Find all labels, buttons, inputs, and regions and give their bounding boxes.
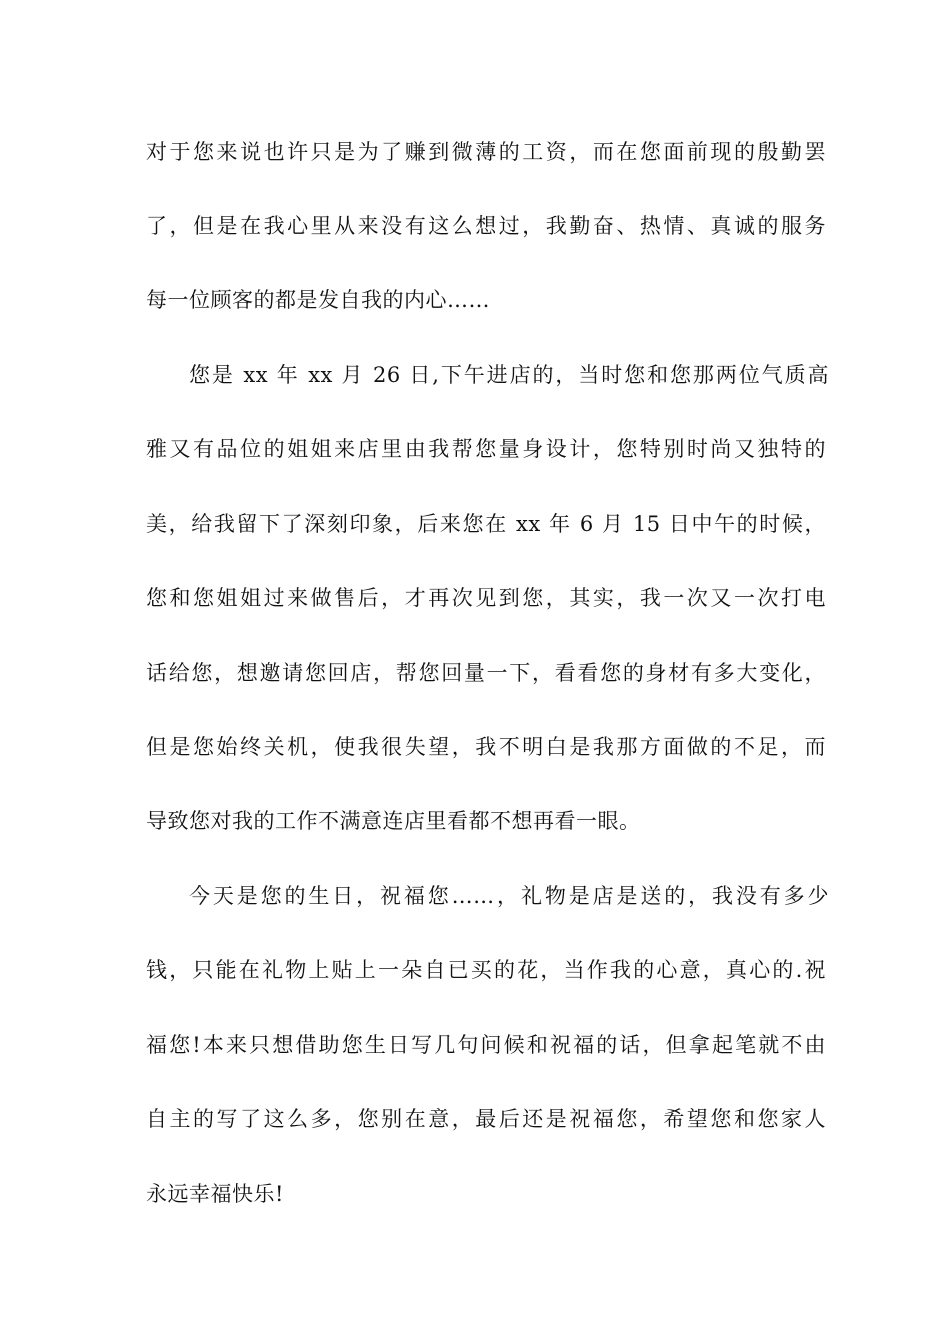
text-line: 对于您来说也许只是为了赚到微薄的工资，而在您面前现的殷勤罢 (146, 140, 826, 164)
text-line: 雅又有品位的姐姐来店里由我帮您量身设计，您特别时尚又独特的 (146, 437, 826, 461)
text-line: 话给您，想邀请您回店，帮您回量一下，看看您的身材有多大变化， (146, 661, 826, 685)
text-line: 自主的写了这么多，您别在意，最后还是祝福您，希望您和您家人 (146, 1107, 826, 1131)
text-line: 钱，只能在礼物上贴上一朵自已买的花，当作我的心意，真心的.祝 (146, 958, 826, 982)
text-line: 永远幸福快乐! (146, 1182, 284, 1206)
text-line: 了，但是在我心里从来没有这么想过，我勤奋、热情、真诚的服务 (146, 214, 826, 238)
text-line: 您和您姐姐过来做售后，才再次见到您，其实，我一次又一次打电 (146, 586, 826, 610)
text-line: 美，给我留下了深刻印象，后来您在 xx 年 6 月 15 日中午的时候， (146, 512, 826, 536)
text-line: 但是您始终关机，使我很失望，我不明白是我那方面做的不足，而 (146, 735, 826, 759)
text-line: 每一位顾客的都是发自我的内心…… (146, 288, 490, 312)
paragraph-start-line: 您是 xx 年 xx 月 26 日,下午进店的，当时您和您那两位气质高 (189, 363, 829, 387)
text-line: 福您!本来只想借助您生日写几句问候和祝福的话，但拿起笔就不由 (146, 1033, 826, 1057)
paragraph-start-line: 今天是您的生日，祝福您……，礼物是店是送的，我没有多少 (189, 884, 829, 908)
text-line: 导致您对我的工作不满意连店里看都不想再看一眼。 (146, 809, 641, 833)
